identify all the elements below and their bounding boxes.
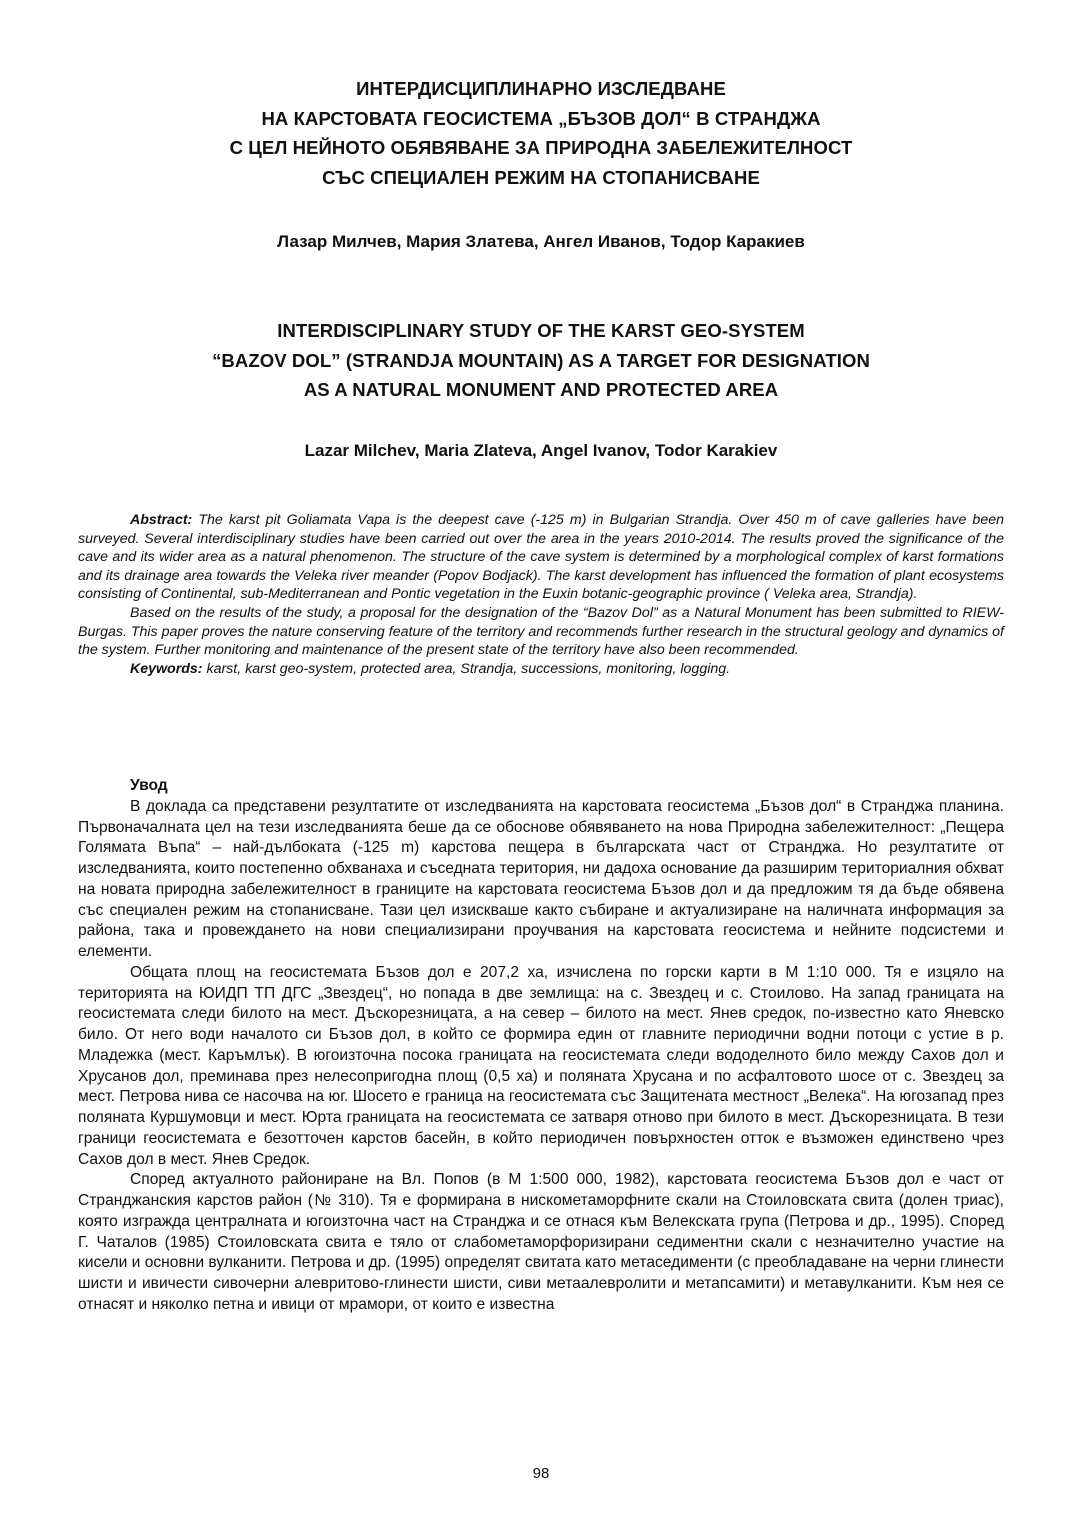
abstract-label: Abstract: [130,512,193,528]
keywords-text: karst, karst geo-system, protected area, Strandja, successions, monitoring, logging. [202,660,731,677]
paper-page [78,0,1004,1528]
abstract-paragraph-2 [78,604,1004,660]
title-english [78,316,1004,405]
title-en-line: INTERDISCIPLINARY STUDY OF THE KARST GEO-SYSTEM [277,320,805,341]
body-paragraph-3: Според актуалното райониране на Вл. Попов (в М 1:500 000, 1982), карстовата геосистема Бъзов дол е част от Странджанския карстов район (№ 310). Тя е формирана в нискометаморфните скали на Стоиловската свита (долен триас), която изгражда централната и югоизточна част на Странджа и се отнася към Велекската група (Петрова и др., 1995). Според Г. Чаталов (1985) Стоиловската свита е тяло от слабометаморфоризирани седиментни скали с незначително участие на кисели и основни вулканити. Петрова и др. (1995) определят свитата като метаседименти (с преобладаване на черни глинести шисти и ивичести сивочерни алевритово-глинести шисти, сиви метаалевролити и метапсамити) и метавулканити. Към нея се отнасят и няколко петна и ивици от мрамори, от които е известна [78,1171,1004,1313]
title-bg-line: ИНТЕРДИСЦИПЛИНАРНО ИЗСЛЕДВАНЕ [356,78,726,99]
abstract-text-1: The karst pit Goliamata Vapa is the deepest cave (-125 m) in Bulgarian Strandja. Over 450 m of cave galleries have been surveyed. Several interdisciplinary studies have been carried out over the area in the years 2010-2014. The results proved the significance of the cave and its wider area as a natural phenomenon. The structure of the cave system is determined by a morphological complex of karst formations and its drainage area towards the Veleka river meander (Popov Bodjack). The karst development has influenced the formation of plant ecosystems consisting of Continental, sub-Mediterranean and Pontic vegetation in the Euxin botanic-geographic province ( Veleka area, Strandja). [78,512,1004,603]
title-bg-line: С ЦЕЛ НЕЙНОТО ОБЯВЯВАНЕ ЗА ПРИРОДНА ЗАБЕЛЕЖИТЕЛНОСТ [229,137,853,158]
title-en-line: “BAZOV DOL” (STRANDJA MOUNTAIN) AS A TARGET FOR DESIGNATION [212,349,870,371]
section-heading: Увод [130,777,168,794]
authors-bulgarian: Лазар Милчев, Мария Златева, Ангел Иванов, Тодор Каракиев [277,232,805,251]
title-bg-line: СЪС СПЕЦИАЛЕН РЕЖИМ НА СТОПАНИСВАНЕ [322,166,760,188]
title-en-line: AS A NATURAL MONUMENT AND PROTECTED AREA [303,379,779,400]
title-bg-line: НА КАРСТОВАТА ГЕОСИСТЕМА „БЪЗОВ ДОЛ“ В СТРАНДЖА [261,107,821,129]
body-paragraph-2: Общата площ на геосистемата Бъзов дол е 207,2 ха, изчислена по горски карти в М 1:10 000. Тя е изцяло на територията на ЮИДП ТП ДГС „Звездец“, но попада в две землища: на с. Звездец и с. Стоилово. На запад границата на геосистемата следи билото на мест. Дъскорезницата, а на север – билото на мест. Янев средок, по-известно като Яневско било. От него води началото си Бъзов дол, в който се формира един от главните периодични водни потоци с устие в р. Младежка (мест. Каръмлък). В югоизточна посока границата на геосистемата следи вододелното било между Сахов дол и Хрусанов дол, преминава през нелесопригодна площ (0,5 ха) и поляната Хрусана и по асфалтовото шосе от с. Звездец за мест. Петрова нива се насочва на юг. Шосето е граница на геосистемата със Защитената местност „Велека“. На югозапад през поляната Куршумовци и мест. Юрта границата на геосистемата се затваря отново при билото в мест. Дъскорезницата. В тези граници геосистемата е безотточен карстов басейн, в който периодичен повърхностен отток е възможен единствено чрез Сахов дол в мест. Янев Средок. [78,963,1004,1168]
body-section [78,776,1004,1316]
page-number: 98 [532,1465,550,1482]
abstract-text-2: Based on the results of the study, a proposal for the designation of the “Bazov Dol” as a Natural Monument has been submitted to RIEW-Burgas. This paper proves the nature conserving feature of the territory and recommends further research in the structural geology and dynamics of the system. Further monitoring and maintenance of the present state of the territory have also been recommended. [78,604,1004,659]
body-paragraph-1: В доклада са представени резултатите от изследванията на карстовата геосистема „Бъзов дол“ в Странджа планина. Първоначалната цел на тези изследванията беше да се обоснове обявяването на нова Природна забележителност: „Пещера Голямата Въпа“ – най-дълбоката (-125 m) карстова пещера в българската част от Странджа. Но резултатите от изследванията, които постепенно обхванаха и съседната територия, ни дадоха основание да разширим териториалния обхват на новата природна забележителност в границите на карстовата геосистема Бъзов дол и да предложим тя да бъде обявена със специален режим на стопанисване. Тази цел изискваше както събиране и актуализиране на наличната информация за района, така и провеждането на нови специализирани проучвания на карстовата геосистема и нейните подсистеми и елементи. [78,797,1004,960]
abstract-paragraph-1 [78,511,1004,604]
authors-english: Lazar Milchev, Maria Zlateva, Angel Ivanov, Todor Karakiev [304,441,778,460]
authors-english-block [78,440,1004,462]
keywords-paragraph [78,660,1004,679]
authors-bulgarian-block [78,231,1004,253]
keywords-label: Keywords: [130,660,203,677]
title-bulgarian [78,74,1004,192]
abstract [78,511,1004,678]
